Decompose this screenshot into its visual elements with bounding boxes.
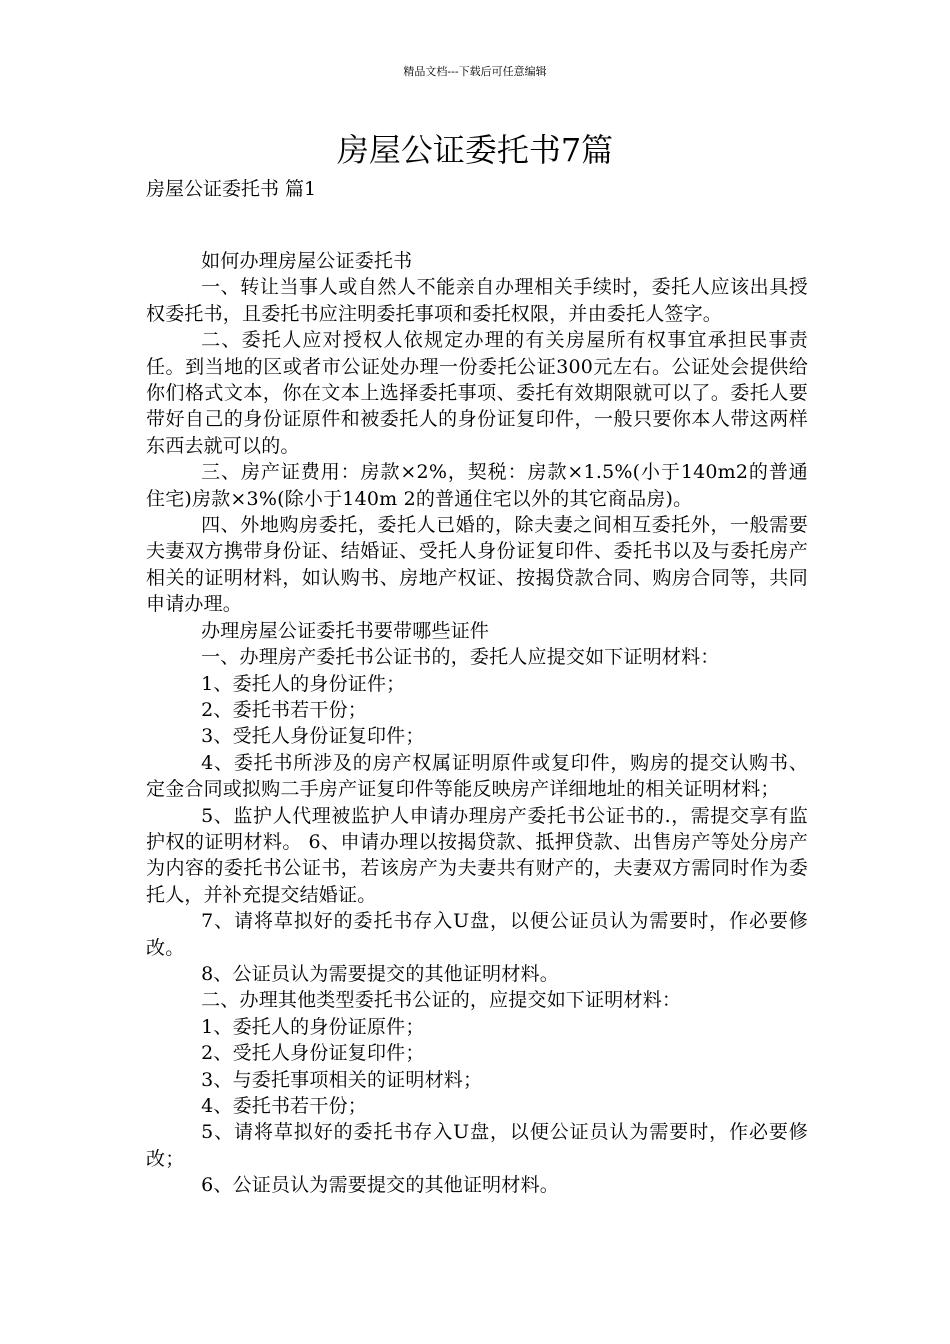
list-item: 5、请将草拟好的委托书存入U盘，以便公证员认为需要时，作必要修改；: [146, 1121, 808, 1170]
paragraph: 二、办理其他类型委托书公证的，应提交如下证明材料：: [201, 989, 682, 1012]
list-item: 8、公证员认为需要提交的其他证明材料。: [201, 962, 559, 985]
list-item: 2、受托人身份证复印件；: [201, 1042, 425, 1065]
list-item: 3、受托人身份证复印件；: [201, 725, 425, 748]
document-body: [146, 248, 808, 1199]
paragraph: 四、外地购房委托，委托人已婚的，除夫妻之间相互委托外，一般需要夫妻双方携带身份证、结婚证、受托人身份证复印件、委托书以及与委托房产相关的证明材料，如认购书、房地产权证、按揭贷款合同、购房合同等，共同申请办理。: [146, 514, 808, 616]
list-item: 3、与委托事项相关的证明材料；: [201, 1068, 483, 1091]
header-note: 精品文档---下载后可任意编辑: [403, 65, 547, 78]
list-item: 4、委托书所涉及的房产权属证明原件或复印件，购房的提交认购书、定金合同或拟购二手房产证复印件等能反映房产详细地址的相关证明材料；: [146, 751, 808, 801]
list-item: 1、委托人的身份证原件；: [201, 1015, 425, 1038]
paragraph: 一、转让当事人或自然人不能亲自办理相关手续时，委托人应该出具授权委托书，且委托书应注明委托事项和委托权限，并由委托人签字。: [146, 276, 808, 325]
paragraph-heading-how-to: 如何办理房屋公证委托书: [201, 250, 413, 272]
list-item: 6、公证员认为需要提交的其他证明材料。: [201, 1174, 559, 1197]
paragraph: 二、委托人应对授权人依规定办理的有关房屋所有权事宜承担民事责任。到当地的区或者市公证处办理一份委托公证300元左右。公证处会提供给你们格式文本，你在文本上选择委托事项、委托有效期限就可以了。委托人要带好自己的身份证原件和被委托人的身份证复印件，一般只要你本人带这两样东西去就可以的。: [146, 329, 808, 457]
paragraph-heading-documents: 办理房屋公证委托书要带哪些证件: [201, 619, 490, 642]
list-item: 2、委托书若干份；: [201, 698, 367, 721]
list-item: 1、委托人的身份证件；: [201, 672, 406, 695]
list-item: 4、委托书若干份；: [201, 1095, 367, 1117]
paragraph: 一、办理房产委托书公证书的，委托人应提交如下证明材料：: [201, 646, 720, 669]
section-subtitle: 房屋公证委托书 篇1: [146, 178, 317, 200]
list-item: 7、请将草拟好的委托书存入U盘，以便公证员认为需要时，作必要修改。: [146, 910, 808, 959]
paragraph: 三、房产证费用：房款×2%，契税：房款×1.5%(小于140m2的普通住宅)房款×3%(除小于140m 2的普通住宅以外的其它商品房)。: [146, 461, 808, 510]
list-item: 5、监护人代理被监护人申请办理房产委托书公证书的.，需提交享有监护权的证明材料。 6、申请办理以按揭贷款、抵押贷款、出售房产等处分房产为内容的委托书公证书，若该房产为夫妻共有财产的，夫妻双方需同时作为委托人，并补充提交结婚证。: [146, 804, 808, 906]
document-title: 房屋公证委托书7篇: [336, 131, 614, 169]
